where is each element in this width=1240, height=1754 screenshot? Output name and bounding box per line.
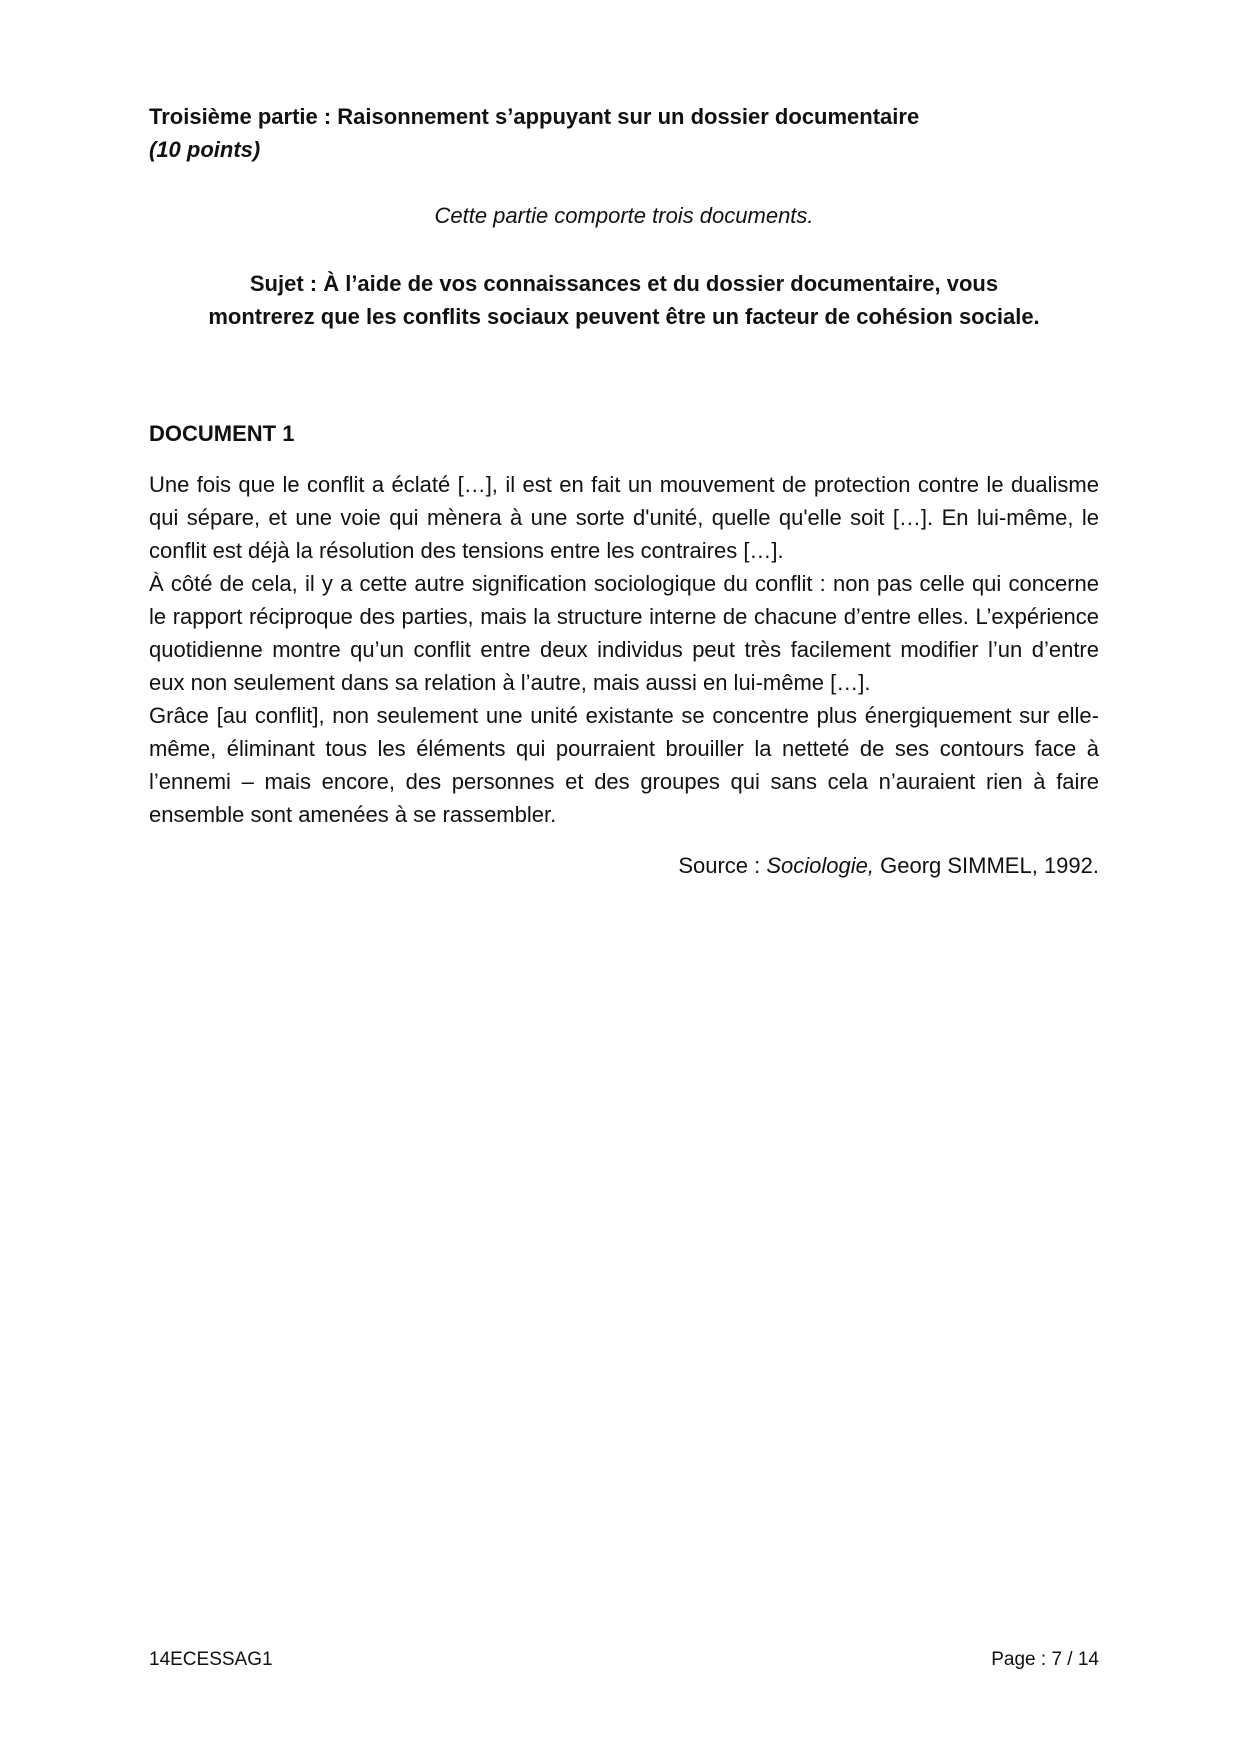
source-title: Sociologie, (766, 853, 874, 878)
document-source (149, 849, 1099, 882)
document-title: DOCUMENT 1 (149, 421, 295, 446)
document-body (149, 468, 1099, 831)
part-heading: Troisième partie : Raisonnement s’appuyant sur un dossier documentaire (149, 104, 920, 129)
subject-line-1: Sujet : À l’aide de vos connaissances et du dossier documentaire, vous (249, 271, 999, 296)
subject-line-2: montrerez que les conflits sociaux peuvent être un facteur de cohésion sociale. (208, 304, 1040, 329)
exam-page (149, 100, 1099, 882)
source-author: Georg SIMMEL, 1992. (874, 853, 1099, 878)
document-count-note: Cette partie comporte trois documents. (434, 203, 814, 228)
part-points: (10 points) (149, 137, 261, 162)
page-number: Page : 7 / 14 (991, 1649, 1099, 1670)
document-paragraph: Une fois que le conflit a éclaté […], il est en fait un mouvement de protection contre le dualisme qui sépare, et une voie qui mènera à une sorte d'unité, quelle qu'elle soit […]. En lui-même, le conflit est déjà la résolution des tensions entre les contraires […]. (149, 472, 1099, 563)
document-paragraph: À côté de cela, il y a cette autre signification sociologique du conflit : non pas celle qui concerne le rapport réciproque des parties, mais la structure interne de chacune d’entre elles. L’expérience quotidienne montre qu’un conflit entre deux individus peut très facilement modifier l’un d’entre eux non seulement dans sa relation à l’autre, mais aussi en lui-même […]. (149, 571, 1099, 695)
document-paragraph: Grâce [au conflit], non seulement une unité existante se concentre plus énergiquement sur elle-même, éliminant tous les éléments qui pourraient brouiller la netteté de ses contours face à l’ennemi – mais encore, des personnes et des groupes qui sans cela n’auraient rien à faire ensemble sont amenées à se rassembler. (149, 703, 1099, 827)
page-footer (149, 1648, 1099, 1672)
subject (149, 267, 1099, 333)
exam-code: 14ECESSAG1 (149, 1649, 273, 1670)
source-prefix: Source : (678, 853, 767, 878)
